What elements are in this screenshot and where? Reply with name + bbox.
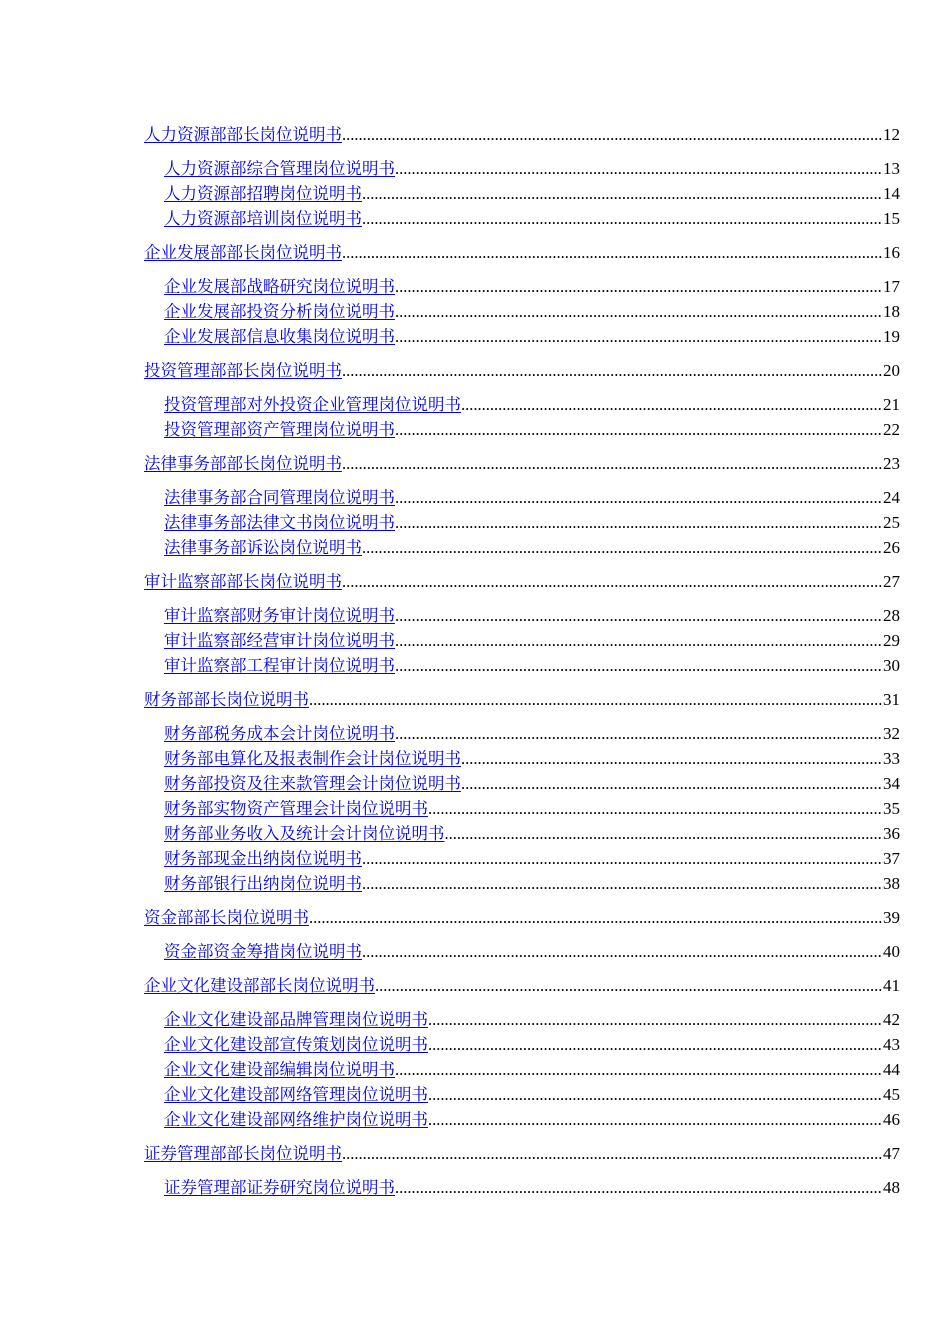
toc-entry-link[interactable]: 企业文化建设部网络管理岗位说明书 (164, 1085, 428, 1104)
toc-entry-subsection (144, 939, 900, 964)
toc-page-number: 46 (883, 1110, 900, 1129)
table-of-contents (144, 122, 900, 1200)
toc-page-number: 16 (883, 243, 900, 262)
toc-dot-leader (428, 1107, 883, 1132)
toc-dot-leader (342, 240, 883, 265)
toc-entry-subsection (144, 871, 900, 896)
toc-dot-leader (428, 1032, 883, 1057)
toc-dot-leader (342, 569, 883, 594)
toc-entry-subsection (144, 1082, 900, 1107)
toc-page-number: 22 (883, 420, 900, 439)
toc-page-number: 29 (883, 631, 900, 650)
toc-page-number: 35 (883, 799, 900, 818)
toc-entry-subsection (144, 846, 900, 871)
toc-entry-section (144, 240, 900, 265)
toc-entry-link[interactable]: 审计监察部经营审计岗位说明书 (164, 631, 395, 650)
toc-page-number: 45 (883, 1085, 900, 1104)
toc-dot-leader (342, 1141, 883, 1166)
toc-entry-subsection (144, 1057, 900, 1082)
toc-entry-link[interactable]: 人力资源部综合管理岗位说明书 (164, 159, 395, 178)
toc-entry-subsection (144, 653, 900, 678)
toc-dot-leader (342, 358, 883, 383)
toc-entry-link[interactable]: 企业发展部部长岗位说明书 (144, 243, 342, 262)
toc-entry-subsection (144, 510, 900, 535)
toc-dot-leader (309, 687, 883, 712)
toc-page-number: 40 (883, 942, 900, 961)
toc-page-number: 24 (883, 488, 900, 507)
toc-entry-section (144, 1141, 900, 1166)
toc-page-number: 30 (883, 656, 900, 675)
toc-page-number: 39 (883, 908, 900, 927)
toc-dot-leader (428, 1082, 883, 1107)
toc-entry-link[interactable]: 企业文化建设部品牌管理岗位说明书 (164, 1010, 428, 1029)
toc-dot-leader (461, 771, 883, 796)
toc-entry-link[interactable]: 法律事务部诉讼岗位说明书 (164, 538, 362, 557)
toc-entry-link[interactable]: 投资管理部部长岗位说明书 (144, 361, 342, 380)
toc-page-number: 17 (883, 277, 900, 296)
toc-page-number: 47 (883, 1144, 900, 1163)
toc-page-number: 42 (883, 1010, 900, 1029)
toc-entry-link[interactable]: 法律事务部部长岗位说明书 (144, 454, 342, 473)
toc-dot-leader (395, 1175, 883, 1200)
toc-dot-leader (445, 821, 884, 846)
toc-dot-leader (395, 603, 883, 628)
toc-page-number: 44 (883, 1060, 900, 1079)
toc-dot-leader (395, 299, 883, 324)
toc-page-number: 33 (883, 749, 900, 768)
toc-page-number: 25 (883, 513, 900, 532)
toc-dot-leader (362, 206, 883, 231)
toc-dot-leader (342, 451, 883, 476)
toc-entry-link[interactable]: 企业文化建设部宣传策划岗位说明书 (164, 1035, 428, 1054)
toc-entry-link[interactable]: 证券管理部部长岗位说明书 (144, 1144, 342, 1163)
toc-entry-subsection (144, 603, 900, 628)
toc-dot-leader (362, 846, 883, 871)
toc-page-number: 48 (883, 1178, 900, 1197)
toc-page-number: 14 (883, 184, 900, 203)
toc-entry-subsection (144, 1007, 900, 1032)
toc-dot-leader (428, 796, 883, 821)
toc-entry-subsection (144, 392, 900, 417)
toc-dot-leader (395, 721, 883, 746)
toc-entry-link[interactable]: 财务部现金出纳岗位说明书 (164, 849, 362, 868)
toc-entry-link[interactable]: 资金部资金筹措岗位说明书 (164, 942, 362, 961)
toc-entry-subsection (144, 796, 900, 821)
toc-entry-link[interactable]: 财务部银行出纳岗位说明书 (164, 874, 362, 893)
toc-entry-section (144, 973, 900, 998)
toc-page-number: 38 (883, 874, 900, 893)
toc-dot-leader (342, 122, 883, 147)
toc-entry-link[interactable]: 审计监察部部长岗位说明书 (144, 572, 342, 591)
toc-entry-section (144, 687, 900, 712)
toc-entry-link[interactable]: 人力资源部招聘岗位说明书 (164, 184, 362, 203)
toc-entry-subsection (144, 821, 900, 846)
toc-dot-leader (461, 746, 883, 771)
toc-entry-link[interactable]: 资金部部长岗位说明书 (144, 908, 309, 927)
toc-entry-link[interactable]: 审计监察部财务审计岗位说明书 (164, 606, 395, 625)
toc-entry-link[interactable]: 企业文化建设部编辑岗位说明书 (164, 1060, 395, 1079)
toc-dot-leader (461, 392, 883, 417)
toc-entry-section (144, 905, 900, 930)
toc-dot-leader (395, 510, 883, 535)
toc-entry-subsection (144, 1032, 900, 1057)
toc-dot-leader (395, 1057, 883, 1082)
toc-page-number: 27 (883, 572, 900, 591)
toc-entry-link[interactable]: 法律事务部法律文书岗位说明书 (164, 513, 395, 532)
toc-dot-leader (395, 628, 883, 653)
toc-dot-leader (395, 653, 883, 678)
toc-entry-subsection (144, 1107, 900, 1132)
toc-entry-link[interactable]: 财务部税务成本会计岗位说明书 (164, 724, 395, 743)
toc-entry-link[interactable]: 财务部部长岗位说明书 (144, 690, 309, 709)
toc-entry-link[interactable]: 人力资源部培训岗位说明书 (164, 209, 362, 228)
toc-page-number: 36 (883, 824, 900, 843)
toc-page-number: 32 (883, 724, 900, 743)
toc-entry-link[interactable]: 企业发展部信息收集岗位说明书 (164, 327, 395, 346)
toc-dot-leader (375, 973, 883, 998)
toc-entry-link[interactable]: 证券管理部证券研究岗位说明书 (164, 1178, 395, 1197)
toc-entry-subsection (144, 721, 900, 746)
toc-dot-leader (395, 485, 883, 510)
toc-entry-link[interactable]: 投资管理部资产管理岗位说明书 (164, 420, 395, 439)
toc-entry-link[interactable]: 财务部业务收入及统计会计岗位说明书 (164, 824, 445, 843)
toc-entry-subsection (144, 771, 900, 796)
toc-page-number: 18 (883, 302, 900, 321)
toc-dot-leader (395, 274, 883, 299)
toc-entry-link[interactable]: 企业文化建设部部长岗位说明书 (144, 976, 375, 995)
toc-entry-subsection (144, 1175, 900, 1200)
toc-entry-subsection (144, 206, 900, 231)
toc-page-number: 34 (883, 774, 900, 793)
toc-dot-leader (395, 156, 883, 181)
toc-entry-subsection (144, 181, 900, 206)
toc-page-number: 26 (883, 538, 900, 557)
toc-entry-subsection (144, 746, 900, 771)
toc-entry-link[interactable]: 审计监察部工程审计岗位说明书 (164, 656, 395, 675)
toc-page-number: 15 (883, 209, 900, 228)
toc-dot-leader (428, 1007, 883, 1032)
toc-page-number: 23 (883, 454, 900, 473)
toc-page-number: 21 (883, 395, 900, 414)
toc-page-number: 41 (883, 976, 900, 995)
toc-page-number: 20 (883, 361, 900, 380)
toc-entry-subsection (144, 628, 900, 653)
toc-page-number: 28 (883, 606, 900, 625)
toc-dot-leader (362, 535, 883, 560)
toc-dot-leader (362, 871, 883, 896)
toc-entry-link[interactable]: 企业文化建设部网络维护岗位说明书 (164, 1110, 428, 1129)
toc-entry-subsection (144, 535, 900, 560)
toc-entry-subsection (144, 274, 900, 299)
toc-entry-subsection (144, 485, 900, 510)
toc-page-number: 31 (883, 690, 900, 709)
toc-entry-link[interactable]: 财务部实物资产管理会计岗位说明书 (164, 799, 428, 818)
toc-entry-section (144, 122, 900, 147)
toc-entry-link[interactable]: 企业发展部投资分析岗位说明书 (164, 302, 395, 321)
toc-entry-link[interactable]: 财务部电算化及报表制作会计岗位说明书 (164, 749, 461, 768)
toc-entry-link[interactable]: 企业发展部战略研究岗位说明书 (164, 277, 395, 296)
toc-dot-leader (362, 939, 883, 964)
toc-entry-section (144, 569, 900, 594)
toc-page-number: 37 (883, 849, 900, 868)
toc-entry-link[interactable]: 财务部投资及往来款管理会计岗位说明书 (164, 774, 461, 793)
toc-page-number: 19 (883, 327, 900, 346)
toc-page-number: 43 (883, 1035, 900, 1054)
toc-entry-link[interactable]: 投资管理部对外投资企业管理岗位说明书 (164, 395, 461, 414)
toc-entry-section (144, 451, 900, 476)
toc-entry-subsection (144, 324, 900, 349)
toc-entry-subsection (144, 299, 900, 324)
toc-page-number: 13 (883, 159, 900, 178)
toc-dot-leader (395, 417, 883, 442)
toc-dot-leader (362, 181, 883, 206)
toc-entry-link[interactable]: 人力资源部部长岗位说明书 (144, 125, 342, 144)
toc-entry-section (144, 358, 900, 383)
toc-page-number: 12 (883, 125, 900, 144)
toc-dot-leader (309, 905, 883, 930)
toc-dot-leader (395, 324, 883, 349)
toc-entry-subsection (144, 156, 900, 181)
toc-entry-link[interactable]: 法律事务部合同管理岗位说明书 (164, 488, 395, 507)
toc-entry-subsection (144, 417, 900, 442)
